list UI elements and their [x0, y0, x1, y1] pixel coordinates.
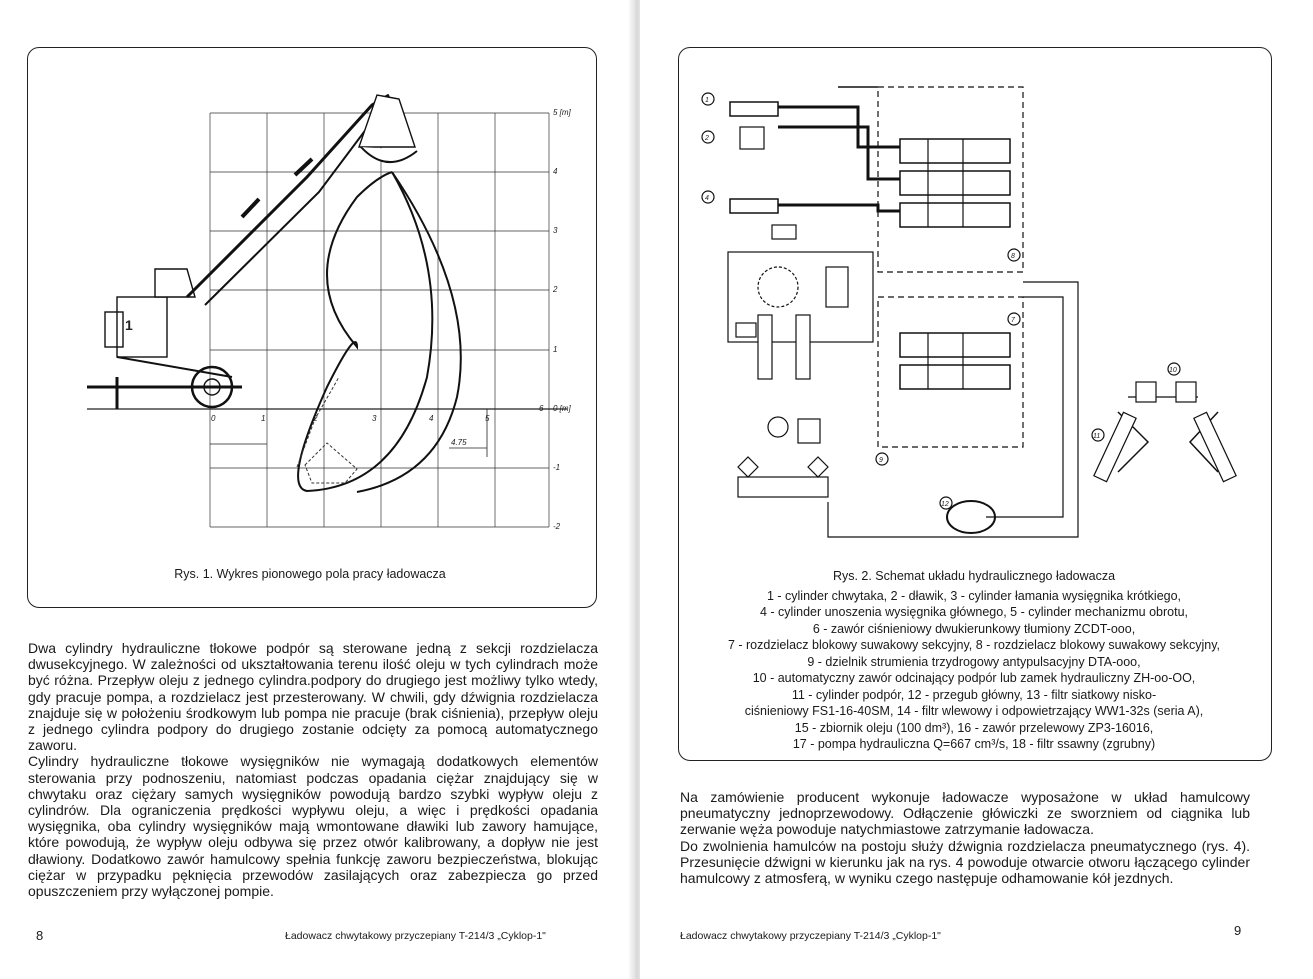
figure-2-caption	[680, 568, 1268, 753]
figure-1-work-field-diagram	[27, 47, 595, 567]
legend-line: ciśnieniowy FS1-16-40SM, 14 - filtr wlewowy i odpowietrzający WW1-32s (seria A),	[744, 704, 1204, 718]
schematic-label-1: 1	[705, 97, 709, 104]
y-label-2: 2	[553, 285, 558, 294]
y-label-4: 4	[553, 167, 558, 176]
schematic-label-11: 11	[1093, 433, 1101, 440]
page-number-right: 9	[1234, 923, 1242, 938]
left-body-text	[28, 640, 598, 899]
right-body-text	[680, 789, 1250, 886]
legend-line: 10 - automatyczny zawór odcinający podpór lub zamek hydrauliczny ZH-oo-OO,	[752, 671, 1196, 685]
x-label-4: 4	[429, 414, 434, 423]
legend-line: 17 - pompa hydrauliczna Q=667 cm³/s, 18 - filtr ssawny (zgrubny)	[792, 737, 1156, 751]
left-page	[0, 0, 632, 979]
legend-line: 4 - cylinder unoszenia wysięgnika głównego, 5 - cylinder mechanizmu obrotu,	[760, 605, 1188, 619]
x-label-0: 0	[211, 414, 216, 423]
x-label-3: 3	[372, 414, 377, 423]
y-label-minus-2: -2	[553, 522, 561, 531]
footer-right: Ładowacz chwytakowy przyczepiany T-214/3 „Cyklop-1"	[680, 930, 941, 942]
y-label-minus-1: -1	[553, 463, 561, 472]
legend-line: 7 - rozdzielacz blokowy suwakowy sekcyjny, 8 - rozdzielacz blokowy suwakowy sekcyjny,	[727, 638, 1221, 652]
figure-1-caption: Rys. 1. Wykres pionowego pola pracy ładowacza	[174, 567, 446, 581]
left-paragraph: Dwa cylindry hydrauliczne tłokowe podpór są sterowane jedną z sekcji rozdzielacza dwusekcyjnego. W zależności od ukształtowania terenu ilość oleju w tych cylindrach może być różna. Przepływ oleju z jednego cylindra.podpory do drugiego jest możliwy tylko wtedy, gdy pracuje pompa, a rozdzielacz jest przesterowany. W chwili, gdy dźwignia rozdzielacza znajduje się w położeniu środkowym lub pompa nie pracuje (brak ciśnienia), przepływ oleju z jednego cylindra podpory do drugiego zostanie odcięty za pomocą automatycznego zaworu.	[28, 640, 598, 754]
y-label-5: 5 [m]	[553, 108, 571, 117]
dimension-label: 4.75	[451, 438, 467, 447]
legend-line: 15 - zbiornik oleju (100 dm³), 16 - zawór przelewowy ZP3-16016,	[794, 720, 1154, 735]
legend-line: 1 - cylinder chwytaka, 2 - dławik, 3 - cylinder łamania wysięgnika krótkiego,	[766, 588, 1182, 603]
y-label-3: 3	[553, 226, 558, 235]
schematic-label-9: 9	[879, 457, 883, 464]
x-label-2: 2	[313, 414, 318, 423]
figure-2-hydraulic-schematic	[678, 47, 1270, 567]
x-label-6: 6	[539, 404, 544, 413]
legend-line: 9 - dzielnik strumienia trzydrogowy antypulsacyjny DTA-ooo,	[807, 654, 1141, 669]
left-paragraph: Cylindry hydrauliczne tłokowe wysięgników nie wymagają dodatkowych elementów sterowania przy podnoszeniu, natomiast podczas opadania ciężar znajdujący się w chwytaku oraz ciężary samych wysięgników powodują bardzo szybki wypływ oleju z cylindrów. Dla ograniczenia prędkości wypływu oleju, a więc i prędkości opadania wysięgnika, oba cylindry wysięgników mają wmontowane dławiki lub zawory hamujące, które powodują, że wypływ oleju odbywa się przez otwór kalibrowany, a dopływ nie jest dławiony. Dodatkowo zawór hamulcowy spełnia funkcję zaworu bezpieczeństwa, blokując ciężar w przypadku pęknięcia przewodów zasilających oraz zabezpiecza go przed opuszczeniem przy wyłączonej pompie.	[28, 753, 598, 900]
schematic-label-12: 12	[941, 501, 949, 508]
schematic-label-8: 8	[1011, 253, 1015, 260]
schematic-label-10: 10	[1169, 367, 1177, 374]
x-label-5: 5	[485, 414, 490, 423]
right-paragraph: Na zamówienie producent wykonuje ładowacze wyposażone w układ hamulcowy pneumatyczny jednoprzewodowy. Odłączenie główiczki ze sworzniem od ciągnika lub zerwanie węża powoduje natychmiastowe zatrzymanie ładowacza.	[680, 789, 1250, 838]
page-number-left: 8	[36, 928, 44, 943]
machine-mark: 1	[125, 317, 133, 333]
right-paragraph: Do zwolnienia hamulców na postoju służy dźwignia rozdzielacza pneumatycznego (rys. 4). Przesunięcie dźwigni w kierunku jak na rys. 4 powoduje otwarcie otworu łączącego cylinder hamulcowy z atmosferą, w wyniku czego następuje odhamowanie kół jezdnych.	[680, 837, 1250, 887]
schematic-label-7: 7	[1011, 317, 1015, 324]
y-label-1: 1	[553, 345, 558, 354]
loader-machine-drawing	[87, 95, 417, 409]
figure-2-caption-title: Rys. 2. Schemat układu hydraulicznego ładowacza	[832, 569, 1116, 583]
right-page	[640, 0, 1313, 979]
schematic-label-2: 2	[705, 135, 709, 142]
schematic-label-4: 4	[705, 195, 709, 202]
legend-line: 6 - zawór ciśnieniowy dwukierunkowy tłumiony ZCDT-ooo,	[812, 621, 1136, 636]
footer-left: Ładowacz chwytakowy przyczepiany T-214/3 „Cyklop-1"	[285, 930, 546, 942]
y-label-0: 0 [m]	[553, 404, 571, 413]
legend-line: 11 - cylinder podpór, 12 - przegub główny, 13 - filtr siatkowy nisko-	[791, 687, 1157, 702]
x-label-1: 1	[261, 414, 266, 423]
